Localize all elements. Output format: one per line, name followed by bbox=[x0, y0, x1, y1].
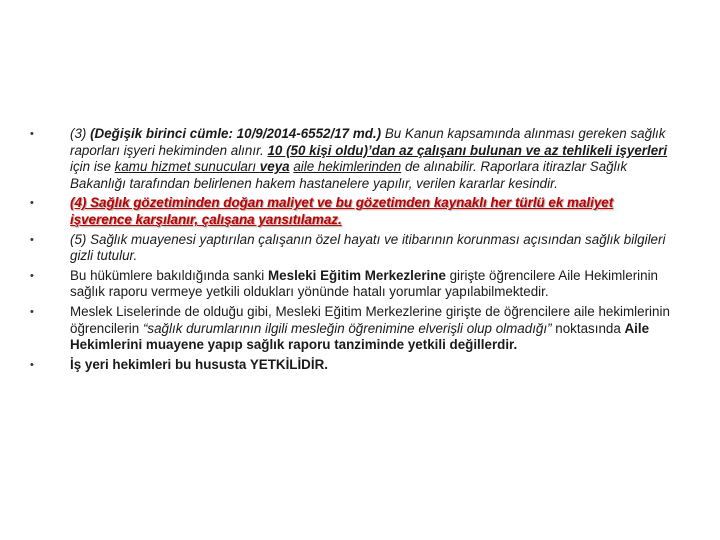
bullet-item-3 bbox=[30, 232, 670, 265]
not-authorized-phrase: Aile Hekimlerini muayene yapıp sağlık raporu tanziminde yetkili değillerdir. bbox=[70, 320, 650, 353]
bullet-dot: • bbox=[30, 128, 34, 140]
bullet-3-text: (5) Sağlık muayenesi yaptırılan çalışanın özel hayatı ve itibarının korunması açısından sağlık bilgileri gizli tutulur. bbox=[70, 231, 666, 264]
bullet-dot: • bbox=[30, 358, 34, 371]
bullet-dot: • bbox=[30, 233, 34, 246]
bullet-item-1 bbox=[30, 126, 670, 192]
bullet-4-text: Bu hükümlere bakıldığında sanki Mesleki Eğitim Merkezlerine girişte öğrencilere Aile Hekimlerinin sağlık raporu vermeye yetkili oldukları yönünde hatalı yorumlar yapılabilmektedir. bbox=[70, 267, 658, 300]
bullet-dot: • bbox=[30, 305, 34, 318]
bullet-item-5 bbox=[30, 304, 670, 354]
health-suitability-quote: “sağlık durumlarının ilgili mesleğin öğrenimine elverişli olup olmadığı” bbox=[142, 320, 552, 336]
bullet-item-6 bbox=[30, 357, 670, 374]
bullet-dot: • bbox=[30, 269, 34, 282]
bullet-1-text: (3) (Değişik birinci cümle: 10/9/2014-6552/17 md.) Bu Kanun kapsamında alınması gereken sağlık raporları işyeri hekiminden alınır. 10 (50 kişi oldu)’dan az çalışanı bulunan ve az tehlikeli işyerleri için ise kamu hizmet sunucuları veya aile hekimlerinden de alınabilir. Raporlara itirazlar Sağlık Bakanlığı tarafından belirlenen hakem hastanelere yapılır, verilen kararlar kesindir. bbox=[70, 126, 668, 191]
small-workplace-clause: 10 (50 kişi oldu)’dan az çalışanı bulunan ve az tehlikeli işyerleri bbox=[267, 142, 668, 158]
bullet-item-2 bbox=[30, 195, 670, 228]
bullet-dot: • bbox=[30, 197, 34, 210]
bullet-list bbox=[30, 126, 670, 376]
public-providers-clause: kamu hizmet sunucuları bbox=[114, 159, 260, 175]
bullet-6-text: İş yeri hekimleri bu hususta YETKİLİDİR. bbox=[70, 356, 328, 372]
bullet-item-4 bbox=[30, 268, 670, 301]
amendment-note: (Değişik birinci cümle: 10/9/2014-6552/17 md.) bbox=[90, 126, 382, 141]
vocational-centers-phrase: Mesleki Eğitim Merkezlerine bbox=[268, 267, 446, 283]
family-doctors-clause: aile hekimlerinden bbox=[293, 159, 402, 175]
bullet-2-text: (4) Sağlık gözetiminden doğan maliyet ve bu gözetimden kaynaklı her türlü ek maliyet işverence karşılanır, çalışana yansıtılamaz. bbox=[70, 195, 614, 227]
or-word: veya bbox=[259, 159, 290, 175]
bullet-5-text: Meslek Liselerinde de olduğu gibi, Mesleki Eğitim Merkezlerine girişte de öğrencilere aile hekimlerinin öğrencilerin “sağlık durumlarının ilgili mesleğin öğrenimine elverişli olup olmadığı” noktasında Aile Hekimlerini muayene yapıp sağlık raporu tanziminde yetkili değillerdir. bbox=[70, 303, 670, 353]
